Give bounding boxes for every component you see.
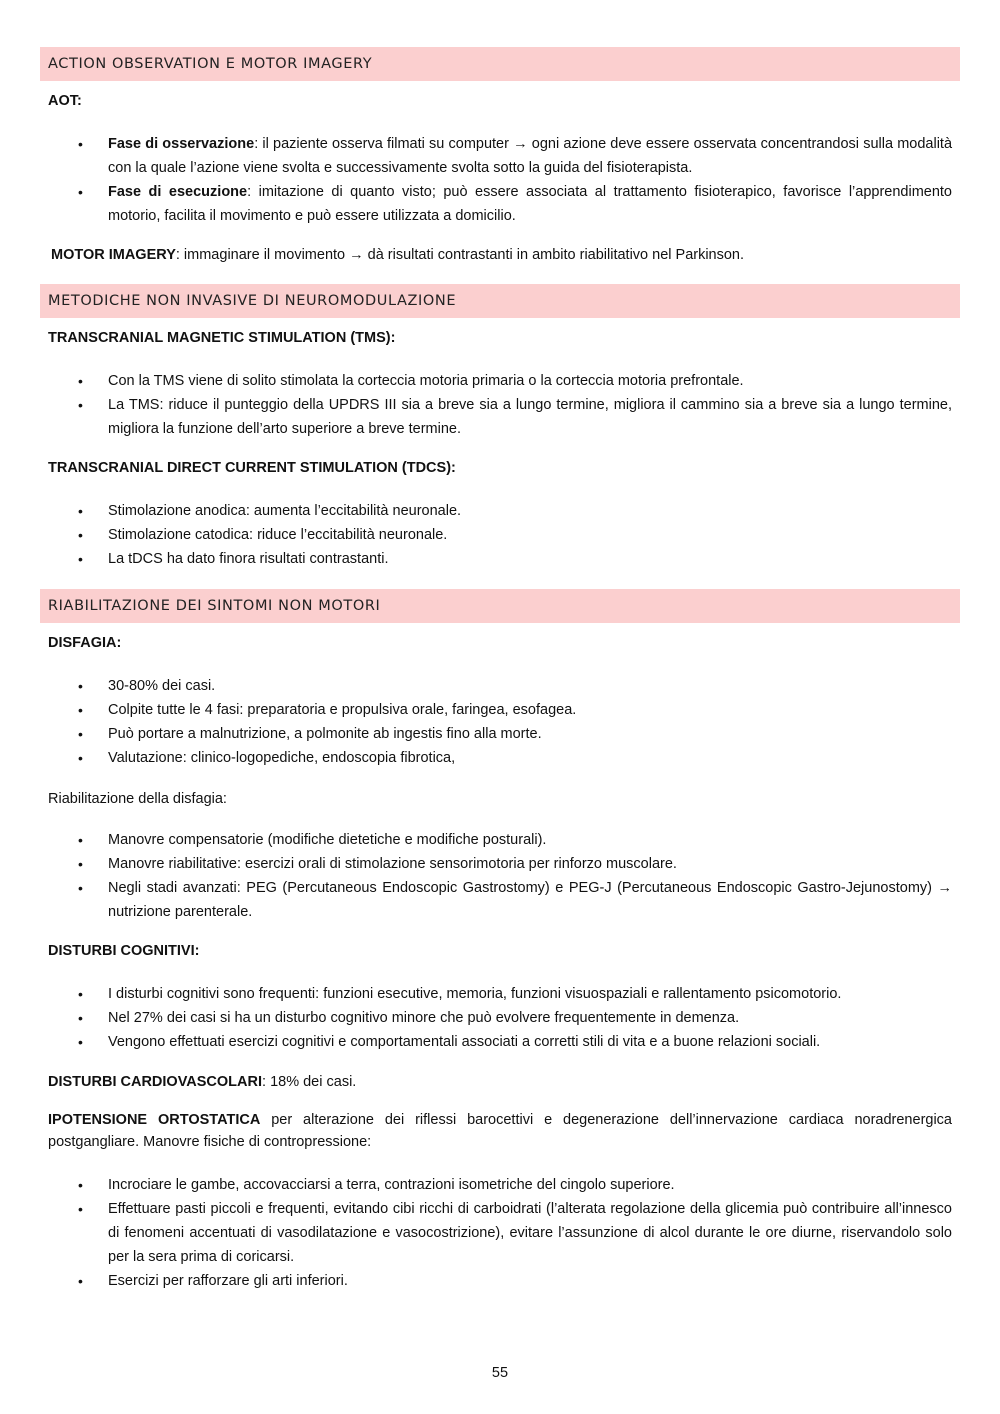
list-item: • Manovre compensatorie (modifiche dietetiche e modifiche posturali). bbox=[40, 828, 960, 852]
tdcs-list bbox=[40, 499, 960, 571]
list-item: • Effettuare pasti piccoli e frequenti, evitando cibi ricchi di carboidrati (l’alterata regolazione della glicemia può contribuire all’innesco di fenomeni accentuati di vasodilatazione e vasocostrizione), evitare l’assunzione di alcol durante le ore diurne, riservandolo solo per la sera prima di coricarsi. bbox=[40, 1197, 960, 1269]
disfagia-list bbox=[40, 674, 960, 770]
tms-list bbox=[40, 369, 960, 441]
motor-imagery-paragraph: MOTOR IMAGERY: immaginare il movimento → dà risultati contrastanti in ambito riabilitativo nel Parkinson. bbox=[51, 247, 745, 263]
list-item: • Con la TMS viene di solito stimolata la corteccia motoria primaria o la corteccia motoria prefrontale. bbox=[40, 369, 960, 393]
list-item: • Stimolazione anodica: aumenta l’eccitabilità neuronale. bbox=[40, 499, 960, 523]
list-item: • Valutazione: clinico-logopediche, endoscopia fibrotica, bbox=[40, 746, 960, 770]
subheading-disturbi-cognitivi: DISTURBI COGNITIVI: bbox=[48, 943, 200, 959]
list-item: • Incrociare le gambe, accovacciarsi a terra, contrazioni isometriche del cingolo superiore. bbox=[40, 1173, 960, 1197]
list-item: • Esercizi per rafforzare gli arti inferiori. bbox=[40, 1269, 960, 1293]
subheading-aot: AOT: bbox=[48, 93, 82, 109]
subheading-tdcs: TRANSCRANIAL DIRECT CURRENT STIMULATION (TDCS): bbox=[48, 460, 456, 476]
list-item: • Negli stadi avanzati: PEG (Percutaneous Endoscopic Gastrostomy) e PEG-J (Percutaneous Endoscopic Gastro-Jejunostomy) → nutrizione parenterale. bbox=[40, 876, 960, 924]
list-item: • Può portare a malnutrizione, a polmonite ab ingestis fino alla morte. bbox=[40, 722, 960, 746]
ipotensione-paragraph: IPOTENSIONE ORTOSTATICA per alterazione dei riflessi barocettivi e degenerazione dell’innervazione cardiaca noradrenergica postgangliare. Manovre fisiche di contropressione: bbox=[48, 1112, 952, 1150]
ipotensione-list bbox=[40, 1173, 960, 1293]
section-header-action-observation: ACTION OBSERVATION E MOTOR IMAGERY bbox=[40, 47, 960, 81]
document-page bbox=[40, 47, 960, 1293]
subheading-disfagia: DISFAGIA: bbox=[48, 635, 122, 651]
list-item: • Nel 27% dei casi si ha un disturbo cognitivo minore che può evolvere frequentemente in demenza. bbox=[40, 1006, 960, 1030]
riabilitazione-disfagia-label: Riabilitazione della disfagia: bbox=[48, 791, 227, 807]
page-number: 55 bbox=[491, 1365, 509, 1381]
list-item: • Vengono effettuati esercizi cognitivi e comportamentali associati a corretti stili di vita e a buone relazioni sociali. bbox=[40, 1030, 960, 1054]
section-header-neuromodulazione: METODICHE NON INVASIVE DI NEUROMODULAZIONE bbox=[40, 284, 960, 318]
riabilitazione-list bbox=[40, 828, 960, 924]
list-item: • Fase di esecuzione: imitazione di quanto visto; può essere associata al trattamento fisioterapico, favorisce l’apprendimento motorio, facilita il movimento e può essere utilizzata a domicilio. bbox=[40, 180, 960, 228]
list-item: • I disturbi cognitivi sono frequenti: funzioni esecutive, memoria, funzioni visuospaziali e rallentamento psicomotorio. bbox=[40, 982, 960, 1006]
list-item: • Fase di osservazione: il paziente osserva filmati su computer → ogni azione deve essere osservata concentrandosi sulla modalità con la quale l’azione viene svolta e successivamente svolta sotto la guida del fisioterapista. bbox=[40, 132, 960, 180]
list-item: • Colpite tutte le 4 fasi: preparatoria e propulsiva orale, faringea, esofagea. bbox=[40, 698, 960, 722]
list-item: • Stimolazione catodica: riduce l’eccitabilità neuronale. bbox=[40, 523, 960, 547]
section-header-sintomi-non-motori: RIABILITAZIONE DEI SINTOMI NON MOTORI bbox=[40, 589, 960, 623]
cardiovascolari-paragraph: DISTURBI CARDIOVASCOLARI: 18% dei casi. bbox=[48, 1074, 357, 1090]
list-item: • La tDCS ha dato finora risultati contrastanti. bbox=[40, 547, 960, 571]
list-item: • 30-80% dei casi. bbox=[40, 674, 960, 698]
aot-list bbox=[40, 132, 960, 228]
list-item: • Manovre riabilitative: esercizi orali di stimolazione sensorimotoria per rinforzo muscolare. bbox=[40, 852, 960, 876]
cognitivi-list bbox=[40, 982, 960, 1054]
list-item: • La TMS: riduce il punteggio della UPDRS III sia a breve sia a lungo termine, migliora il cammino sia a breve sia a lungo termine, migliora la funzione dell’arto superiore a breve termine. bbox=[40, 393, 960, 441]
subheading-tms: TRANSCRANIAL MAGNETIC STIMULATION (TMS): bbox=[48, 330, 396, 346]
